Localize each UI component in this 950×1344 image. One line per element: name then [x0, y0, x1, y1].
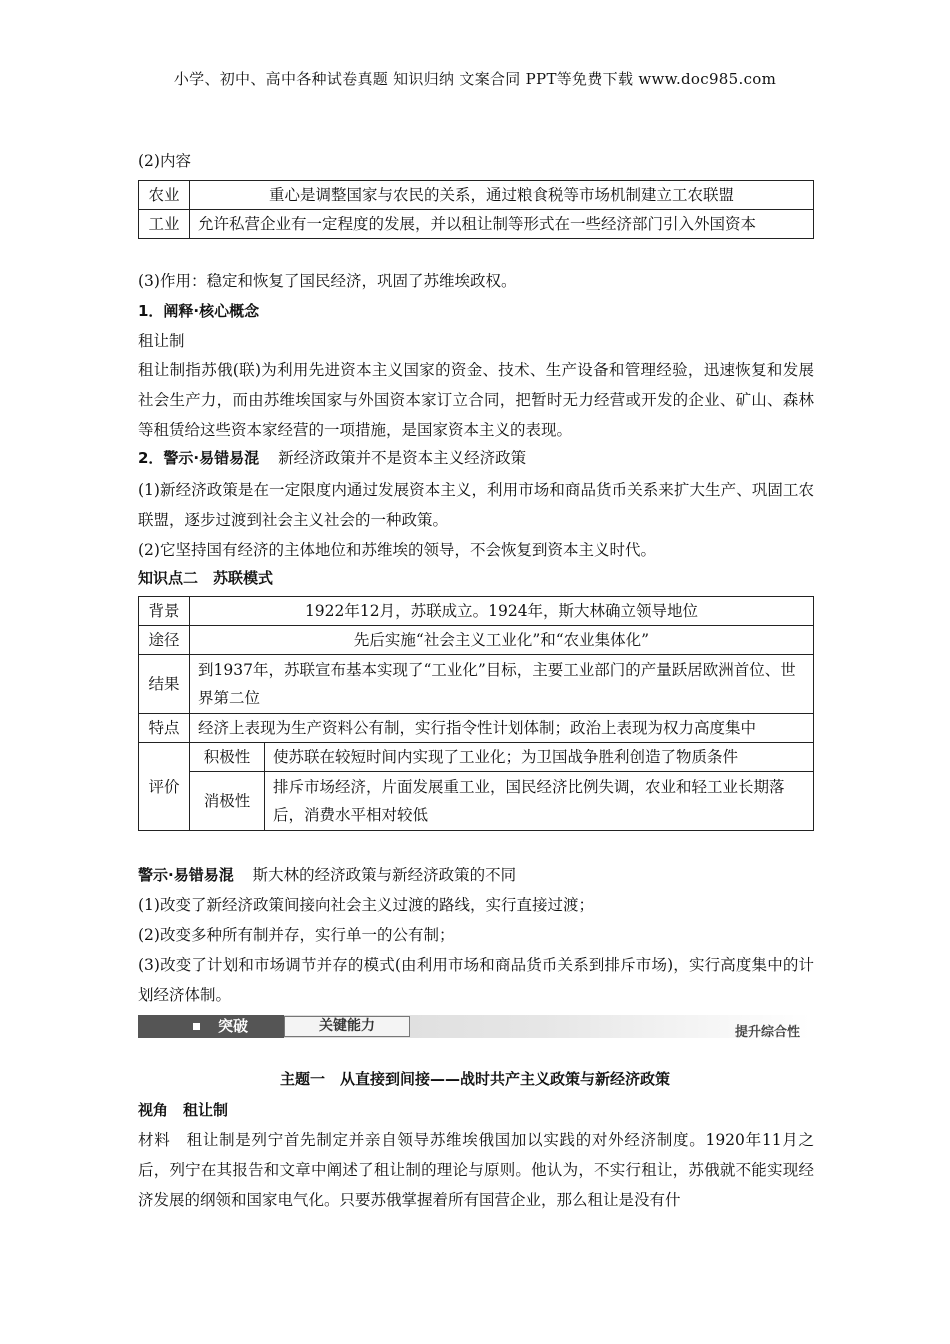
table-cell-label: 消极性	[190, 772, 265, 831]
table-cell: 排斥市场经济，片面发展重工业，国民经济比例失调，农业和轻工业长期落后，消费水平相对较低	[265, 772, 814, 831]
table-cell: 经济上表现为生产资料公有制，实行指令性计划体制；政治上表现为权力高度集中	[190, 714, 814, 743]
table-cell-label: 特点	[139, 714, 190, 743]
warning2-point1: (1)改变了新经济政策间接向社会主义过渡的路线，实行直接过渡；	[138, 896, 594, 914]
banner-left-label: 突破	[218, 1017, 249, 1035]
table-row	[139, 714, 814, 743]
table-row	[139, 210, 814, 239]
topic1-angle: 视角 租让制	[138, 1101, 229, 1119]
table-row	[139, 655, 814, 714]
square-icon	[193, 1023, 200, 1030]
warning1-subtitle: 新经济政策并不是资本主义经济政策	[278, 449, 527, 467]
banner-right: 提升综合性	[734, 1025, 800, 1040]
table-cell-label: 途径	[139, 626, 190, 655]
topic1-title: 主题一 从直接到间接——战时共产主义政策与新经济政策	[279, 1070, 670, 1088]
table-row	[139, 626, 814, 655]
section-banner	[138, 1015, 810, 1043]
content-table	[138, 180, 814, 239]
warning1-point1: (1)新经济政策是在一定限度内通过发展资本主义，利用市场和商品货币关系来扩大生产、巩固工农联盟，逐步过渡到社会主义社会的一种政策。	[138, 481, 814, 529]
warning1-point2: (2)它坚持国有经济的主体地位和苏维埃的领导，不会恢复到资本主义时代。	[138, 541, 656, 559]
soviet-model-table	[138, 596, 814, 831]
table-cell-label: 积极性	[190, 743, 265, 772]
table-cell: 允许私营企业有一定程度的发展，并以租让制等形式在一些经济部门引入外国资本	[190, 210, 814, 239]
banner-middle: 关键能力	[284, 1016, 410, 1037]
knowledge2-heading: 知识点二 苏联模式	[138, 569, 274, 587]
warning2-line	[138, 864, 516, 886]
table-cell: 到1937年，苏联宣布基本实现了“工业化”目标，主要工业部门的产量跃居欧洲首位、世界第二位	[190, 655, 814, 714]
warning2-heading: 警示·易错易混	[138, 866, 234, 884]
warning1-line	[138, 447, 526, 469]
table-cell-label: 农业	[139, 181, 190, 210]
core-concept-heading: 1．阐释·核心概念	[138, 302, 260, 320]
table-cell: 重心是调整国家与农民的关系，通过粮食税等市场机制建立工农联盟	[190, 181, 814, 210]
core-concept-term: 租让制	[138, 332, 185, 350]
content-heading: (2)内容	[138, 152, 191, 170]
table-row	[139, 743, 814, 772]
table-cell: 先后实施“社会主义工业化”和“农业集体化”	[190, 626, 814, 655]
warning2-point3: (3)改变了计划和市场调节并存的模式(由利用市场和商品货币关系到排斥市场)，实行高度集中的计划经济体制。	[138, 956, 814, 1004]
table-row	[139, 772, 814, 831]
core-concept-text: 租让制指苏俄(联)为利用先进资本主义国家的资金、技术、生产设备和管理经验，迅速恢复和发展社会生产力，而由苏维埃国家与外国资本家订立合同，把暂时无力经营或开发的企业、矿山、森林等租赁给这些资本家经营的一项措施，是国家资本主义的表现。	[138, 361, 814, 439]
table-cell-label: 工业	[139, 210, 190, 239]
table-cell-label: 结果	[139, 655, 190, 714]
table-cell-label: 背景	[139, 597, 190, 626]
table-cell: 1922年12月，苏联成立。1924年，斯大林确立领导地位	[190, 597, 814, 626]
topic1-material: 材料 租让制是列宁首先制定并亲自领导苏维埃俄国加以实践的对外经济制度。1920年11月之后，列宁在其报告和文章中阐述了租让制的理论与原则。他认为，不实行租让，苏俄就不能实现经济发展的纲领和国家电气化。只要苏俄掌握着所有国营企业，那么租让是没有什	[138, 1131, 814, 1209]
warning1-heading: 2．警示·易错易混	[138, 449, 260, 467]
table-cell: 使苏联在较短时间内实现了工业化；为卫国战争胜利创造了物质条件	[265, 743, 814, 772]
warning2-subtitle: 斯大林的经济政策与新经济政策的不同	[252, 866, 517, 884]
table-cell-label: 评价	[139, 743, 190, 831]
table-row	[139, 597, 814, 626]
table-row	[139, 181, 814, 210]
warning2-point2: (2)改变多种所有制并存，实行单一的公有制；	[138, 926, 455, 944]
banner-left	[138, 1015, 284, 1038]
page-header: 小学、初中、高中各种试卷真题 知识归纳 文案合同 PPT等免费下载 www.doc985.com	[173, 70, 777, 88]
effect-text: (3)作用：稳定和恢复了国民经济，巩固了苏维埃政权。	[138, 272, 517, 290]
